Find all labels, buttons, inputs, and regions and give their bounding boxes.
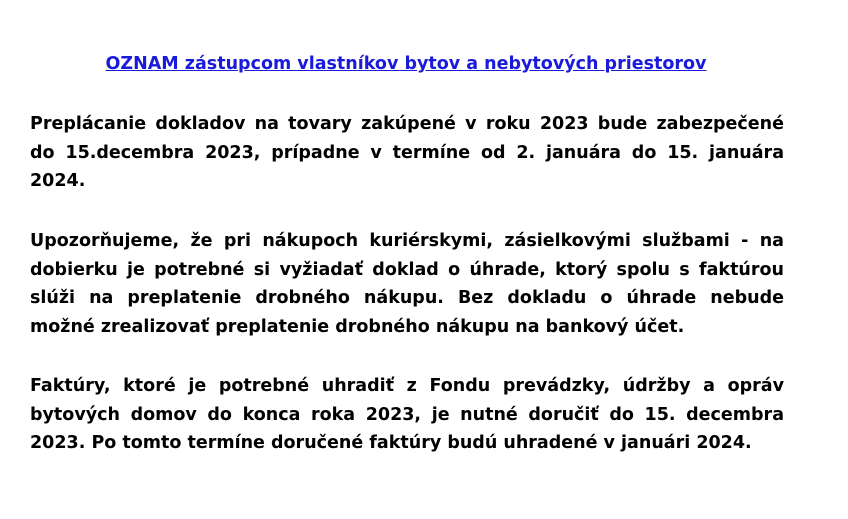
paragraph-line: možné zrealizovať preplatenie drobného nákupu na bankový účet. [30,316,685,337]
paragraph-line: slúži na preplatenie drobného nákupu. Bez dokladu o úhrade nebude [30,288,784,308]
paragraph-courier-notice [30,227,784,341]
paragraph-line: dobierku je potrebné si vyžiadať doklad o úhrade, ktorý spolu s faktúrou [30,259,784,280]
paragraph-line: Preplácanie dokladov na tovary zakúpené v roku 2023 bude zabezpečené [30,114,784,134]
paragraph-payment-deadline [30,110,784,196]
paragraph-invoices [30,372,784,458]
paragraph-line: do 15.decembra 2023, prípadne v termíne od 2. januára do 15. januára [30,142,784,163]
notice-title-link[interactable]: OZNAM zástupcom vlastníkov bytov a nebytových priestorov [105,54,707,74]
paragraph-line: 2024. [30,171,86,191]
paragraph-line: 2023. Po tomto termíne doručené faktúry budú uhradené v januári 2024. [30,433,752,453]
paragraph-line: Upozorňujeme, že pri nákupoch kuriérskymi, zásielkovými službami - na [30,231,784,251]
paragraph-line: bytových domov do konca roka 2023, je nutné doručiť do 15. decembra [30,404,784,425]
paragraph-line: Faktúry, ktoré je potrebné uhradiť z Fondu prevádzky, údržby a opráv [30,376,784,396]
